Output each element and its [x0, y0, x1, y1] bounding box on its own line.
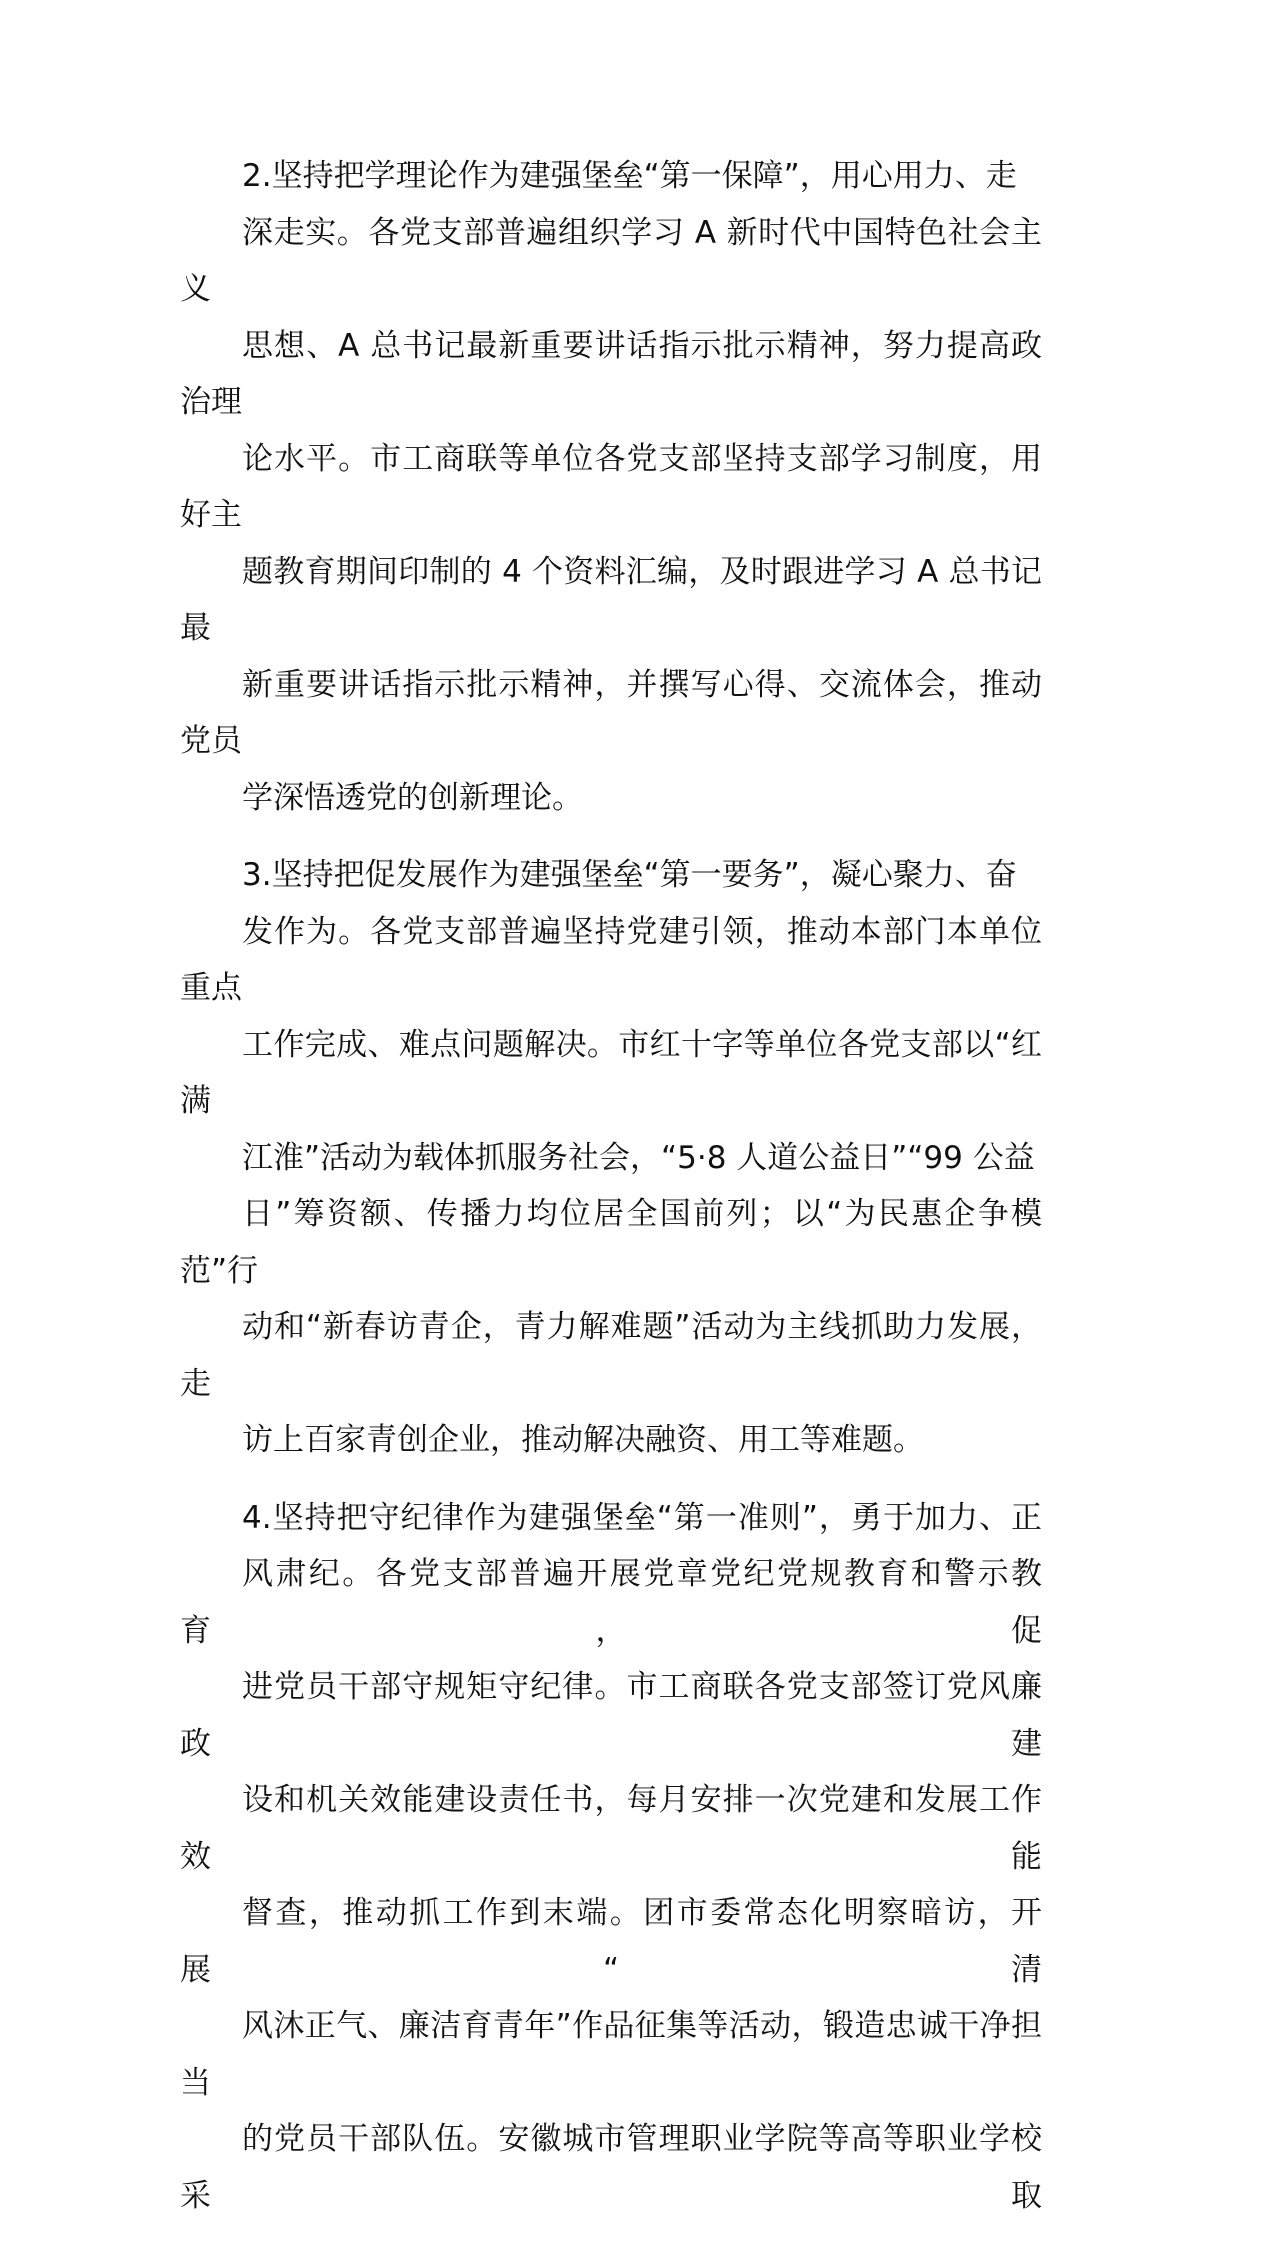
text-line: 工作完成、难点问题解决。市红十字等单位各党支部以“红满: [180, 1026, 1042, 1119]
text-line: 发作为。各党支部普遍坚持党建引领，推动本部门本单位重点: [180, 913, 1042, 1006]
text-line: 的党员干部队伍。安徽城市管理职业学院等高等职业学校采取: [180, 2121, 1042, 2214]
text-line: 进党员干部守规矩守纪律。市工商联各党支部签订党风廉政建: [180, 1669, 1042, 1762]
text-line: 动和“新春访青企，青力解难题”活动为主线抓助力发展，走: [180, 1309, 1042, 1402]
text-line: 日”筹资额、传播力均位居全国前列；以“为民惠企争模范”行: [180, 1196, 1042, 1289]
text-line: 风沐正气、廉洁育青年”作品征集等活动，锻造忠诚干净担当: [180, 2008, 1042, 2101]
text-line: 题教育期间印制的 4 个资料汇编，及时跟进学习 A 总书记最: [180, 553, 1042, 646]
text-line: 江淮”活动为载体抓服务社会，“5·8 人道公益日”“99 公益: [242, 1139, 1035, 1176]
text-line: 2.坚持把学理论作为建强堡垒“第一保障”，用心用力、走: [242, 158, 1017, 194]
text-line: 督查，推动抓工作到末端。团市委常态化明察暗访，开展“清: [180, 1895, 1042, 1988]
paragraph-4-discipline: [180, 1490, 1042, 2225]
text-line: 风肃纪。各党支部普遍开展党章党纪党规教育和警示教育，促: [180, 1556, 1042, 1649]
text-line: 思想、A 总书记最新重要讲话指示批示精神，努力提高政治理: [180, 327, 1042, 420]
text-line: 深走实。各党支部普遍组织学习 A 新时代中国特色社会主义: [180, 214, 1042, 307]
text-line: 4.坚持把守纪律作为建强堡垒“第一准则”，勇于加力、正: [242, 1499, 1042, 1536]
text-line: 设和机关效能建设责任书，每月安排一次党建和发展工作效能: [180, 1782, 1042, 1875]
paragraph-3-development: [180, 847, 1042, 1469]
text-line: 3.坚持把促发展作为建强堡垒“第一要务”，凝心聚力、奋: [242, 857, 1017, 893]
text-line: 新重要讲话指示批示精神，并撰写心得、交流体会，推动党员: [180, 666, 1042, 759]
text-line: 论水平。市工商联等单位各党支部坚持支部学习制度，用好主: [180, 440, 1042, 533]
text-line: 学深悟透党的创新理论。: [242, 779, 583, 816]
document-body: [180, 148, 1042, 2245]
text-line: 访上百家青创企业，推动解决融资、用工等难题。: [242, 1422, 924, 1458]
paragraph-2-theory: [180, 148, 1042, 826]
